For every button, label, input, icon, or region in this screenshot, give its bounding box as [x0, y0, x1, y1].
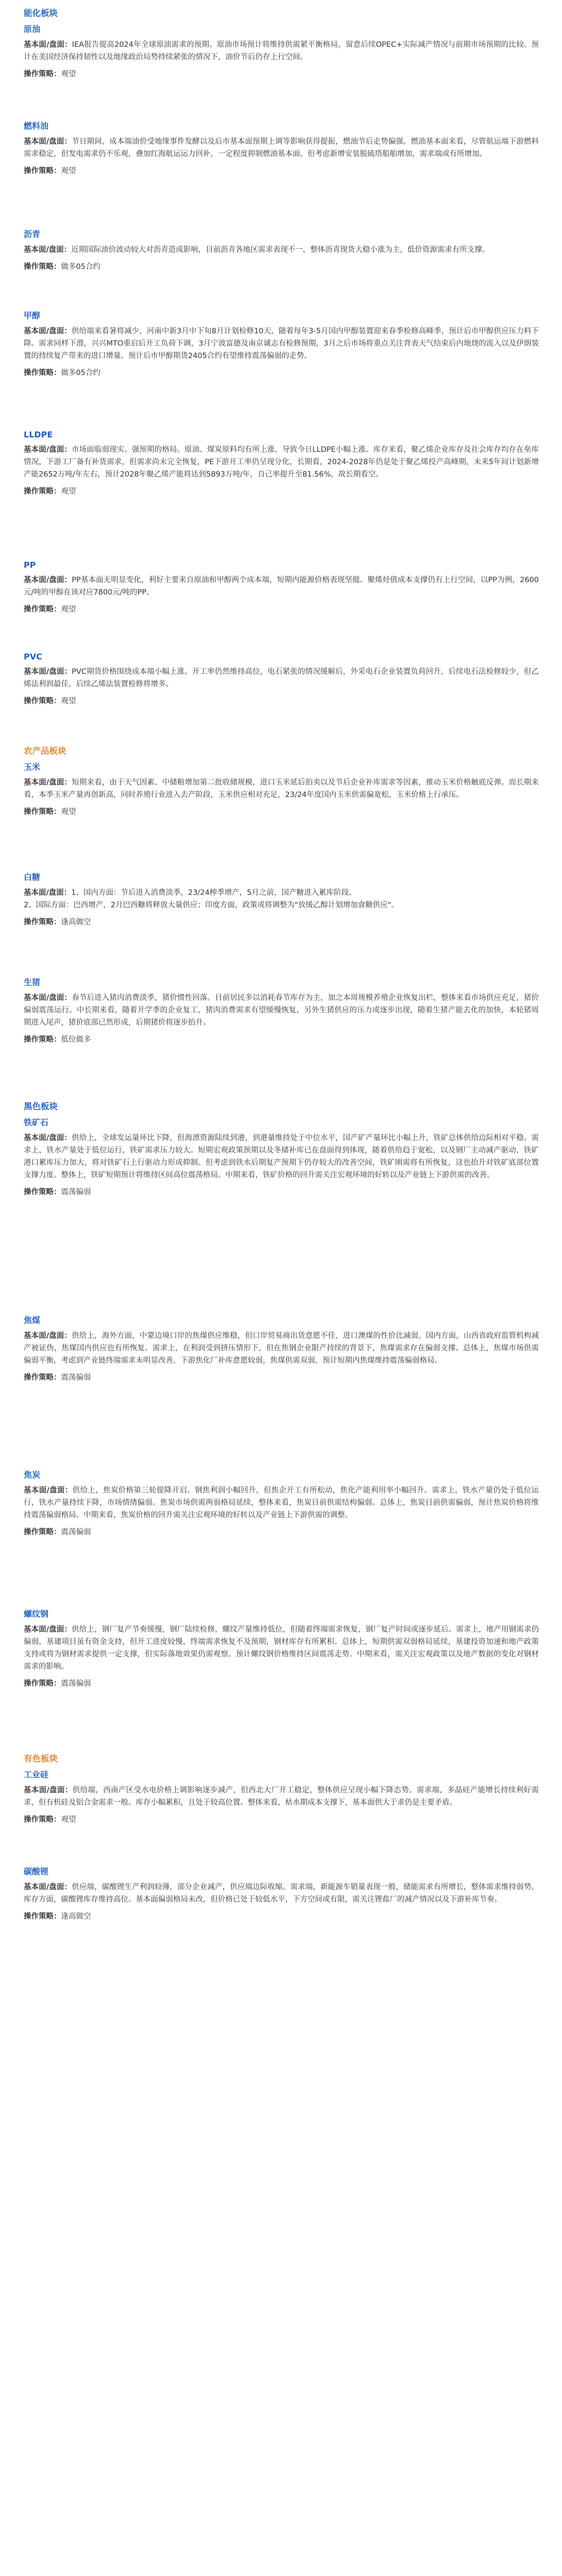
basis-label: 基本面/盘面：: [24, 245, 72, 254]
basis-text: 1、国内方面：节后进入消费淡季，23/24榨季增产，5月之前，国产糖进入累库阶段。 2、国际方面：巴西增产，2月巴西糖将释放大量供应；印度方面，政策或将调整为"放缓乙醇计划增加食糖供应"。: [24, 889, 399, 909]
basis-text: 春节后进入猪肉消费淡季，猪价惯性回落。目前居民多以消耗春节库存为主，加之本周规模养殖企业恢复出栏，整体来看市场供应充足，猪价偏弱震荡运行。中长期来看，随着开学季的企业复工，猪肉消费需求有望缓慢恢复，另外生猪供应的压力或逐步出现，随着生猪产能去化的加快，本轮猪周期进入尾声，猪价底部已然形成，后期猪价将逐步抬升。: [24, 994, 539, 1027]
commodity-name: 焦煤: [24, 1315, 41, 1325]
commodity-basis: [24, 1623, 539, 1673]
commodity-fuel: [24, 120, 539, 177]
commodity-basis: [24, 444, 539, 481]
commodity-strategy: [24, 695, 539, 707]
strategy-label: 操作策略：: [24, 167, 61, 175]
commodity-basis: [24, 1132, 539, 1181]
commodity-name: 工业硅: [24, 1770, 49, 1780]
strategy-label: 操作策略：: [24, 70, 61, 78]
strategy-label: 操作策略：: [24, 1188, 61, 1196]
basis-text: IEA报告提高2024年全球原油需求的预期。原油市场预计将维持供需紧平衡格局，留意后续OPEC+实际减产情况与前期市场预期的比较。预计在美国经济保持韧性以及地缘政治局势持续紧张的情况下，油价节后仍存上行空间。: [24, 41, 539, 61]
commodity-methanol: [24, 309, 539, 379]
basis-text: 供应端，碳酸锂生产利润较薄，部分企业减产，供应端边际收缩。需求端，新能源车销量表现一般，储能需求有所增长，整体需求维持弱势。库存方面，碳酸锂库存维持高位。基本面偏弱格局未改，但价格已处于较低水平，下方空间或有限，需关注锂盐厂的减产情况以及下游补库节奏。: [24, 1883, 539, 1904]
commodity-hog: [24, 976, 539, 1046]
commodity-basis: [24, 992, 539, 1029]
strategy-text: 观望: [61, 697, 76, 705]
commodity-ore: [24, 1099, 539, 1198]
commodity-name: 生猪: [24, 977, 41, 987]
strategy-text: 观望: [61, 70, 76, 78]
commodity-name: 铁矿石: [24, 1117, 49, 1127]
commodity-corn: [24, 744, 539, 818]
section-heading-chem: 能化板块: [24, 8, 58, 18]
strategy-text: 震荡偏弱: [61, 1528, 91, 1536]
strategy-label: 操作策略：: [24, 605, 61, 614]
commodity-crude: [24, 6, 539, 80]
commodity-strategy: [24, 806, 539, 818]
commodity-name: 螺纹钢: [24, 1609, 49, 1619]
basis-label: 基本面/盘面：: [24, 1332, 72, 1340]
commodity-name: 沥青: [24, 229, 41, 239]
basis-label: 基本面/盘面：: [24, 576, 72, 584]
commodity-name: LLDPE: [24, 430, 53, 439]
strategy-label: 操作策略：: [24, 697, 61, 705]
strategy-text: 观望: [61, 605, 76, 614]
commodity-name: 焦炭: [24, 1470, 41, 1480]
commodity-basis: [24, 574, 539, 599]
commodity-strategy: [24, 68, 539, 80]
commodity-basis: [24, 666, 539, 690]
commodity-coke: [24, 1468, 539, 1538]
commodity-basis: [24, 135, 539, 160]
basis-text: 供给上，焦炭价格第三轮提降开启。钢焦利润小幅回升，但焦企开工有所松动，焦化产能利用率小幅回升。需求上，铁水产量仍处于低位运行，铁水产量持续下降，市场情绪偏弱。焦炭市场供需两弱格局延续，整体来看，焦炭目前供需结构偏弱。总体上，焦炭目前供需偏弱，预计焦炭价格将维持震荡偏弱格局。中期来看，焦炭价格的回升需关注宏观环境的好转以及产业链上下游供需的调整。: [24, 1486, 539, 1519]
basis-label: 基本面/盘面：: [24, 1486, 73, 1495]
commodity-name: PP: [24, 560, 36, 570]
basis-text: 近期国际油价波动较大对沥青造成影响，目前沥青各地区需求表现不一，整体沥青现货大稳小涨为主，低价资源需求有所支撑。: [71, 246, 490, 254]
commodity-name: 白糖: [24, 872, 41, 882]
strategy-text: 逢高做空: [61, 1912, 91, 1921]
basis-label: 基本面/盘面：: [24, 668, 72, 676]
basis-text: 供给上，钢厂复产节奏缓慢，钢厂陆续检修，螺纹产量维持低位，但随着终端需求恢复，钢厂复产时间或逐步延后。需求上，地产用钢需求仍偏弱，基建项目虽有资金支持，但开工进度较慢，终端需求恢复不及预期，钢材库存有所累积。总体上，短期供需双弱格局延续，基建投资加速和地产政策支持或将为钢材需求提供一定支撑，但实际落地效果仍需观察。预计螺纹钢价格维持区间震荡走势。中期来看，需关注宏观政策以及地产数据的变化对钢材需求的影响。: [24, 1625, 539, 1671]
commodity-basis: [24, 1784, 539, 1809]
section-heading-metal: 有色板块: [24, 1754, 58, 1764]
strategy-text: 震荡偏弱: [61, 1374, 91, 1382]
commodity-strategy: [24, 1814, 539, 1826]
basis-label: 基本面/盘面：: [24, 327, 72, 335]
commodity-strategy: [24, 1186, 539, 1198]
strategy-label: 操作策略：: [24, 1680, 61, 1688]
strategy-label: 操作策略：: [24, 1816, 61, 1824]
commodity-basis: [24, 1330, 539, 1367]
commodity-name: 甲醇: [24, 311, 41, 320]
basis-label: 基本面/盘面：: [24, 889, 72, 897]
commodity-basis: [24, 244, 539, 256]
commodity-asphalt: [24, 228, 539, 273]
basis-label: 基本面/盘面：: [24, 137, 72, 146]
strategy-text: 逢高做空: [61, 918, 91, 926]
commodity-basis: [24, 887, 539, 911]
basis-text: 供给端，西南产区受水电价格上调影响逐步减产，但西北大厂开工稳定，整体供应呈现小幅下降态势。需求端，多晶硅产能增长持续利好需求，但有机硅及铝合金需求一般。库存小幅累积，且处于较高位置。整体来看，枯水期成本支撑下，基本面供大于求仍是主要矛盾。: [24, 1786, 539, 1807]
commodity-name: 原油: [24, 24, 41, 34]
commodity-silicon: [24, 1752, 539, 1826]
basis-label: 基本面/盘面：: [24, 994, 72, 1002]
commodity-strategy: [24, 1033, 539, 1046]
commodity-strategy: [24, 165, 539, 177]
section-heading-agri: 农产品板块: [24, 746, 66, 756]
commodity-basis: [24, 39, 539, 63]
section-heading-black: 黑色板块: [24, 1101, 58, 1111]
strategy-text: 观望: [61, 1816, 76, 1824]
strategy-text: 做多05合约: [61, 263, 100, 271]
commodity-basis: [24, 776, 539, 801]
commodity-strategy: [24, 1526, 539, 1538]
basis-text: 供给上，海外方面，中蒙边境口岸的焦煤供应维稳，但口岸贸易商出货意愿不佳，进口澳煤的性价比减弱，国内方面，山西省政府监管机构减产被证伪，焦煤国内供应也有所恢复。需求上，在利润受到挤压情形下，但在焦钢企业限产持续的背景下，焦煤需求存在偏弱支撑。总体上，焦煤市场供需偏弱平衡，考虑到产业链终端需求未明显改善，下游焦化厂补库意愿较弱，焦煤供需双弱，预计短期内焦煤维持震荡偏弱格局。: [24, 1332, 539, 1365]
commodity-lldpe: [24, 430, 539, 498]
basis-label: 基本面/盘面：: [24, 778, 72, 787]
commodity-strategy: [24, 1677, 539, 1690]
strategy-label: 操作策略：: [24, 1374, 61, 1382]
strategy-text: 做多05合约: [61, 369, 100, 377]
commodity-strategy: [24, 367, 539, 379]
basis-label: 基本面/盘面：: [24, 1625, 72, 1634]
commodity-strategy: [24, 1910, 539, 1923]
strategy-label: 操作策略：: [24, 369, 61, 377]
commodity-coking-coal: [24, 1314, 539, 1384]
commodity-basis: [24, 1484, 539, 1521]
basis-text: 供给上，全球发运量环比下降，但海漂资源陆续到港，到港量维持处于中位水平，国产矿产量环比小幅上升，铁矿总体供给边际相对平稳。需求上，铁水产量处于低位运行，铁矿需求压力较大。短期宏观政策预期以及冬储补库已在盘面得到体现，随着供给趋于宽松，以及钢厂主动减产驱动，铁矿港口累库压力加大，将对铁矿石上行驱动力形成抑制。但考虑到铁水后期复产预期下仍存较大的改善空间，铁矿刚需将有所恢复，这也抬升对铁矿底部位置支撑力度。整体上，铁矿短期预计将维持区间高位震荡格局。中期来看，铁矿价格的回升需关注宏观环境的好转以及产业链上下游供需的改善。: [24, 1134, 539, 1179]
strategy-label: 操作策略：: [24, 808, 61, 816]
strategy-text: 观望: [61, 808, 76, 816]
commodity-pp: [24, 560, 539, 616]
commodity-basis: [24, 325, 539, 362]
commodity-sugar: [24, 871, 539, 928]
strategy-text: 观望: [61, 167, 76, 175]
basis-text: PP基本面无明显变化，利好主要来自原油和甲醇两个成本端，短期内能源价格表现坚挺。聚烯烃值成本支撑仍有上行空间，以PP为例，2600元/吨的甲醇在该对应7800元/吨的PP。: [24, 576, 539, 597]
basis-label: 基本面/盘面：: [24, 1883, 72, 1891]
basis-text: 市场面临弱现实、强预期的格局。原油、煤炭原料均有所上涨，导致今日LLDPE小幅上涨。库存来看，聚乙烯企业库存及社会库存均存在垒库情况，下游工厂备有补货需求，但需求尚未完全恢复，PE下游开工率仍呈现分化，长期看，2024-2028年仍是处于聚乙烯投产高峰期，未来5年间计划新增产能2652万吨/年左右，预计2028年聚乙烯产能将达到5893万吨/年，自己率提升至81.56%，故长期看空。: [24, 446, 539, 479]
commodity-strategy: [24, 485, 539, 498]
basis-text: 供给端来看暑将减少，河南中新3月中下旬8月计划检修10天，随着每年3-5月国内甲醇装置迎来春季检修高峰季，预计后市甲醇供应压力料下降。需求同样下滑，兴兴MTO重启后开工负荷下调，3月宁波富德及南京诚志有检修预期，3月之后市场将重点关注背表天气结束后内地烧的流入以及伊朗装置的持续复产带来的进口增量。预计后市甲醇期货2405合约有望维持震荡偏弱的走势。: [24, 327, 539, 360]
basis-text: 节日期间，成本端油价受地缘事件发酵以及后市基本面预期上调等影响获得提振，燃油节后走势偏强。燃油基本面来看，尽管航运端下游燃料需求稳定，但发电需求仍不乐观，叠加红海航运运力回补，一定程度抑制燃油基本面，但考虑新增安装脱硫塔船舶增加，需求端或有所增加。: [24, 138, 539, 158]
basis-text: 短期来看，由于天气因素、中储粮增加第二批收储规模，进口玉米延后拍卖以及节后企业补库需求等因素，推动玉米价格触底反弹。而长期来看，本季玉米产量再创新高，同时养殖行业进入去产阶段，玉米供应相对充足，23/24年度国内玉米供需偏宽松，玉米价格上行承压。: [24, 778, 539, 799]
strategy-label: 操作策略：: [24, 263, 61, 271]
strategy-label: 操作策略：: [24, 487, 61, 496]
commodity-lithium: [24, 1865, 539, 1923]
basis-label: 基本面/盘面：: [24, 41, 72, 49]
commodity-name: 碳酸锂: [24, 1867, 49, 1876]
strategy-text: 低位做多: [61, 1036, 91, 1044]
commodity-name: 燃料油: [24, 121, 49, 131]
commodity-strategy: [24, 916, 539, 928]
basis-label: 基本面/盘面：: [24, 1786, 73, 1794]
commodity-name: PVC: [24, 652, 42, 662]
basis-label: 基本面/盘面：: [24, 1134, 72, 1142]
commodity-strategy: [24, 603, 539, 616]
commodity-rebar: [24, 1607, 539, 1690]
commodity-strategy: [24, 261, 539, 273]
strategy-label: 操作策略：: [24, 1036, 61, 1044]
basis-text: PVC期货价格围绕成本端小幅上涨。开工率仍然维持高位，电石紧张的情况缓解后，外采电石企业装置负荷回升，后续电石法检修较少，但乙烯法利润最佳，后续乙烯法装置检修将增多。: [24, 668, 539, 688]
commodity-name: 玉米: [24, 762, 41, 772]
commodity-strategy: [24, 1371, 539, 1384]
commodity-pvc: [24, 652, 539, 707]
basis-label: 基本面/盘面：: [24, 446, 72, 454]
strategy-label: 操作策略：: [24, 918, 61, 926]
strategy-text: 震荡偏弱: [61, 1188, 91, 1196]
strategy-text: 观望: [61, 487, 76, 496]
strategy-text: 震荡偏弱: [61, 1680, 91, 1688]
commodity-basis: [24, 1881, 539, 1906]
strategy-label: 操作策略：: [24, 1912, 61, 1921]
strategy-label: 操作策略：: [24, 1528, 61, 1536]
